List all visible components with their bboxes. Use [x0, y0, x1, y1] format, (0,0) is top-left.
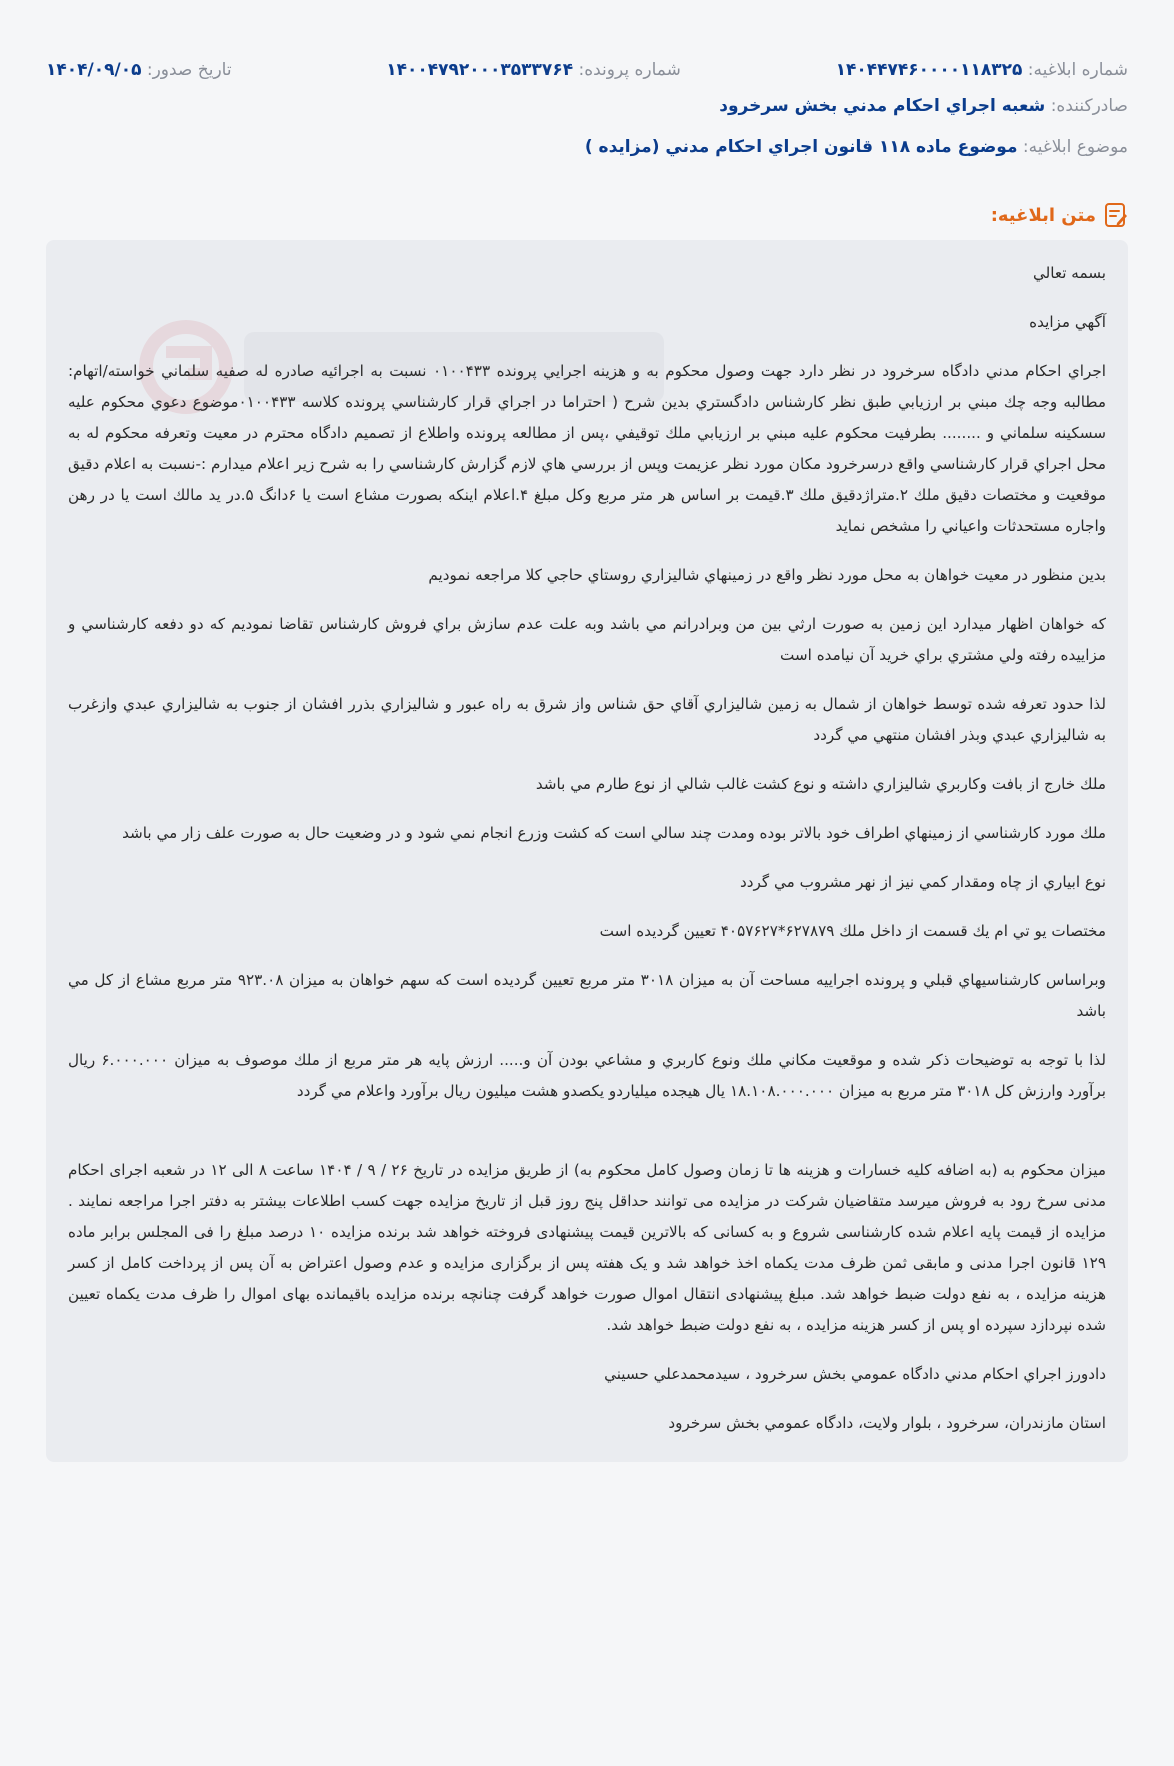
notice-number — [836, 60, 1128, 80]
paragraph-coordinates: مختصات يو تي ام يك قسمت از داخل ملك ۶۲۷۸۷۹*۴۰۵۷۶۲۷ تعيين گرديده است — [599, 922, 1106, 940]
document-edit-icon — [1104, 201, 1128, 229]
subject-line — [46, 137, 1128, 169]
notice-text-heading — [991, 198, 1128, 232]
paragraph-visit: بدين منظور در معيت خواهان به محل مورد نظر واقع در زمينهاي شاليزاري روستاي حاجي كلا مراجعه نموديم — [428, 566, 1106, 584]
issue-date — [46, 60, 232, 80]
issuer-label: صادرکننده: — [1050, 96, 1128, 116]
paragraph-usage: ملك خارج از بافت وكاربري شاليزاري داشته و نوع كشت غالب شالي از نوع طارم مي باشد — [535, 775, 1106, 793]
case-number-value: ۱۴۰۰۴۷۹۲۰۰۰۳۵۳۳۷۶۴ — [386, 60, 574, 80]
paragraph-heading: آگهي مزايده — [1029, 313, 1106, 331]
case-number-label: شماره پرونده: — [578, 60, 681, 80]
subject-label: موضوع ابلاغیه: — [1022, 137, 1128, 157]
issue-date-label: تاریخ صدور: — [146, 60, 232, 80]
issue-date-value: ۱۴۰۴/۰۹/۰۵ — [46, 60, 142, 80]
paragraph-boundaries: لذا حدود تعرفه شده توسط خواهان از شمال به زمين شاليزاري آقاي حق شناس واز شرق به راه عبور و شاليزاري بذرر افشان از جنوب به شاليزاري عبدي وازغرب به شاليزاري عبدي وبذر افشان منتهي مي گردد — [68, 695, 1106, 744]
paragraph-signatory: دادورز اجراي احكام مدني دادگاه عمومي بخش سرخرود ، سيدمحمدعلي حسيني — [604, 1365, 1106, 1383]
subject-value: موضوع ماده ۱۱۸ قانون اجراي احكام مدني (مزايده ) — [584, 137, 1018, 157]
notice-body — [46, 240, 1128, 1462]
notice-text-title: متن ابلاغیه: — [990, 204, 1096, 226]
notice-number-value: ۱۴۰۴۴۷۴۶۰۰۰۰۱۱۸۳۲۵ — [835, 60, 1023, 80]
notice-number-label: شماره ابلاغیه: — [1027, 60, 1128, 80]
paragraph-valuation: لذا با توجه به توضيحات ذكر شده و موقعيت مكاني ملك ونوع كاربري و مشاعي بودن آن و..... ارزش پايه هر متر مربع از ملك موصوف به ميزان ۶.۰۰۰.۰۰۰ ريال برآورد وارزش كل ۳۰۱۸ متر مربع به ميزان ۱۸.۱۰۸.۰۰۰.۰۰۰ يال هيجده ميلياردو يكصدو هشت ميليون ريال برآورد واعلام مي گردد — [68, 1051, 1107, 1100]
paragraph-area: وبراساس كارشناسيهاي قبلي و پرونده اجراييه مساحت آن به ميزان ۳۰۱۸ متر مربع تعيين گرديده است كه سهم خواهان به ميزان ۹۲۳.۰۸ متر مربع مشاع از كل مي باشد — [68, 971, 1106, 1020]
issuer-line — [46, 96, 1128, 128]
case-number — [386, 60, 681, 80]
paragraph-auction-terms: ميزان محكوم به (به اضافه كليه خسارات و هزينه ها تا زمان وصول كامل محكوم به) از طریق مزایده در تاریخ ۲۶ / ۹ / ۱۴۰۴ ساعت ۸ الی ۱۲ در شعبه اجرای احکام مدنی سرخ رود به فروش میرسد متقاضیان شرکت در مزایده می توانند حداقل پنج روز قبل از تاریخ مزایده جهت کسب اطلاعات بیشتر به دفتر اجرا مراجعه نمایند . مزایده از قیمت پایه اعلام شده کارشناسی شروع و به کسانی که بالاترین قیمت پیشنهادی فروخته خواهد شد برنده مزایده ۱۰ درصد مبلغ را فی المجلس برابر ماده ۱۲۹ قانون اجرا مدنی و مابقی ثمن ظرف مدت یکماه اخذ خواهد شد و یک هفته پس از برگزاری مزایده و عدم وصول اعتراض به آن پس از پرداخت کامل از کسر هزینه مزایده ، به نفع دولت ضبط خواهد شد. مبلغ پیشنهادی انتقال اموال صورت خواهد گرفت چنانچه برنده مزایده باقیمانده بهای اموال را ظرف مدت یکماه تعیین شده نپردازد سپرده او پس از کسر هزینه مزایده ، به نفع دولت ضبط خواهد شد. — [68, 1161, 1106, 1334]
paragraph-claim: كه خواهان اظهار ميدارد اين زمين به صورت ارثي بين من وبرادرانم مي باشد وبه علت عدم سازش براي فروش كارشناس تقاضا نموديم كه دو دفعه كارشناسي و مزاييده رفته ولي مشتري براي خريد آن نيامده است — [68, 615, 1106, 664]
notice-meta-row — [46, 52, 1128, 88]
paragraph-intro: اجراي احكام مدني دادگاه سرخرود در نظر دارد جهت وصول محكوم به و هزينه اجرايي پرونده ۰۱۰۰۴۳۳ نسبت به اجرائيه صادره له صفيه سلماني خواسته/اتهام: مطالبه وجه چك مبني بر ارزيابي طبق نظر كارشناس دادگستري بدين شرح ( احتراما در اجراي قرار كارشناسي پرونده كلاسه ۰۱۰۰۴۳۳موضوع دعوي محكوم عليه سسكينه سلماني و ........ بطرفيت محكوم عليه مبني بر ارزيابي ملك توقيفي ،پس از مطالعه پرونده واطلاع از تصميم دادگاه محترم در معيت وتعرفه محكوم له به محل اجراي قرار كارشناسي واقع درسرخرود مكان مورد نظر عزيمت وپس از بررسي هاي لازم گزارش كارشناسي را به شرح زير اعلام ميدارم :-نسبت به اعلام دقيق موقعيت و مختصات دقيق ملك ۲.متراژدقيق ملك ۳.قيمت بر اساس هر متر مربع وكل مبلغ ۴.اعلام اينكه بصورت مشاع است يا ۶دانگ ۵.در يد مالك است يا در رهن واجاره مستحدثات واعياني را مشخص نمايد — [68, 362, 1107, 535]
paragraph-basmala: بسمه تعالي — [1033, 264, 1106, 282]
issuer-value: شعبه اجراي احكام مدني بخش سرخرود — [719, 96, 1046, 116]
paragraph-irrigation: نوع ابياري از چاه ومقدار كمي نيز از نهر مشروب مي گردد — [740, 873, 1106, 891]
paragraph-address: استان مازندران، سرخرود ، بلوار ولايت، دادگاه عمومي بخش سرخرود — [668, 1414, 1106, 1432]
paragraph-condition: ملك مورد كارشناسي از زمينهاي اطراف خود بالاتر بوده ومدت چند سالي است كه كشت وزرع انجام نمي شود و در وضعيت حال به صورت علف زار مي باشد — [122, 824, 1106, 842]
